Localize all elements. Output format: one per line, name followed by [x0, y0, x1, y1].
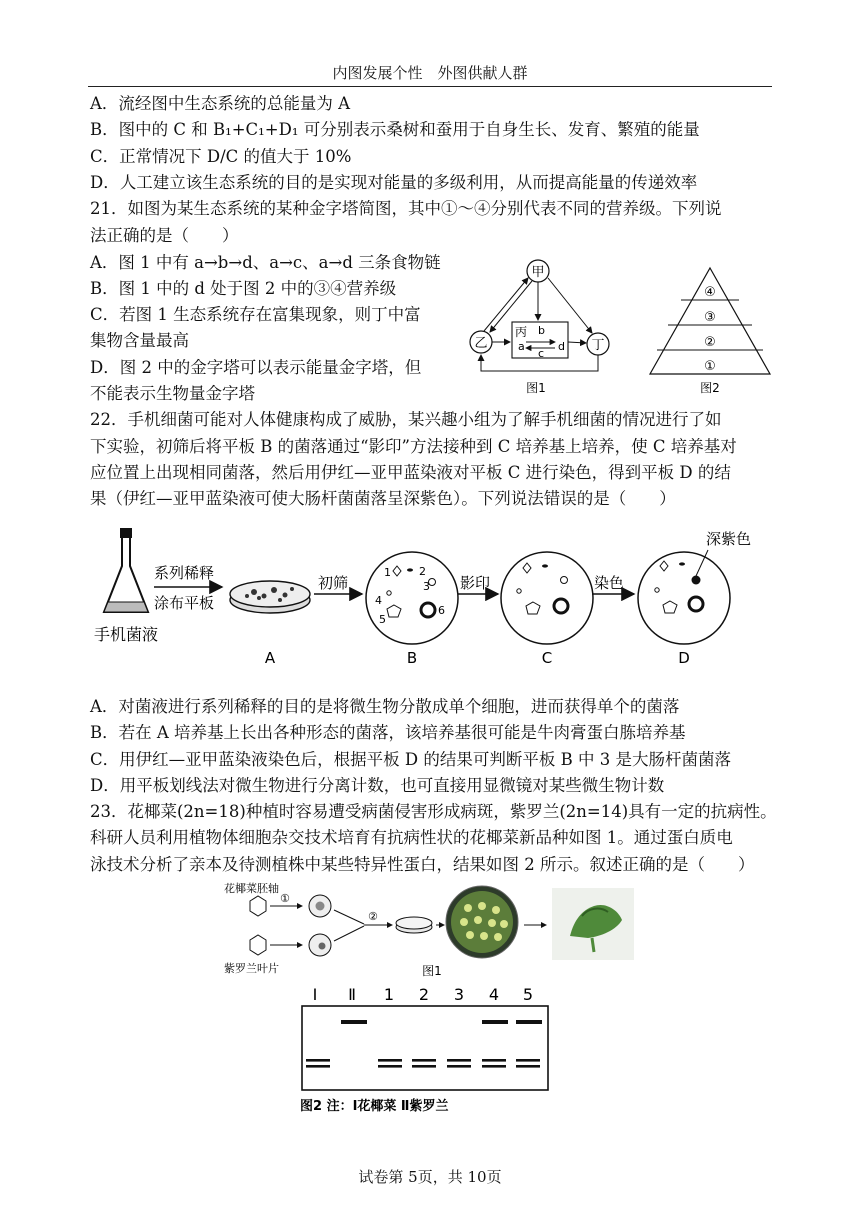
- lower-bands: [306, 1059, 540, 1068]
- q20-option-d: D．人工建立该生态系统的目的是实现对能量的多级利用，从而提高能量的传递效率: [90, 173, 698, 192]
- plate-d: [638, 552, 730, 644]
- band-5-upper: [516, 1020, 542, 1024]
- q23-stem-line1: 23．花椰菜(2n=18)种植时容易遭受病菌侵害形成病斑，紫罗兰(2n=14)具有一定的抗病性。: [90, 802, 777, 821]
- lane-label-I: Ⅰ: [312, 985, 318, 1004]
- q22-experiment-figure: [92, 526, 772, 676]
- colony-number-6: 6: [438, 604, 445, 617]
- plate-d-label: D: [678, 649, 690, 667]
- q22-option-d: D．用平板划线法对微生物进行分离计数，也可直接用显微镜对某些微生物计数: [90, 776, 665, 795]
- lane-label-4: 4: [488, 985, 500, 1004]
- q21-option-b: B．图 1 中的 d 处于图 2 中的③④营养级: [90, 279, 397, 298]
- q21-option-c-line1: C．若图 1 生态系统存在富集现象，则丁中富: [90, 305, 421, 324]
- plantlet-photo: [552, 888, 634, 960]
- q22-stem-line3: 应位置上出现相同菌落，然后用伊红—亚甲蓝染液对平板 C 进行染色，得到平板 D 的结: [90, 463, 731, 482]
- callus-dish-photo: [446, 886, 518, 958]
- colony-number-2: 2: [419, 565, 426, 578]
- plate-a: [230, 581, 310, 613]
- colony-number-1: 1: [384, 566, 391, 579]
- q21-option-d-line2: 不能表示生物量金字塔: [90, 384, 255, 403]
- q22-option-b: B．若在 A 培养基上长出各种形态的菌落，该培养基很可能是牛肉膏蛋白胨培养基: [90, 723, 686, 742]
- plate-c-label: C: [541, 649, 553, 667]
- q21-figure1-food-web: [462, 256, 634, 398]
- lane-label-3: 3: [453, 985, 465, 1004]
- step-spread-label: 涂布平板: [154, 594, 215, 612]
- figure2-caption: 图2: [700, 381, 720, 395]
- q21-stem-line2: 法正确的是（ ）: [90, 226, 239, 245]
- q22-stem-line1: 22．手机细菌可能对人体健康构成了威胁，某兴趣小组为了解手机细菌的情况进行了如: [90, 410, 722, 429]
- lane-label-5: 5: [522, 985, 534, 1004]
- label-yi: 乙: [474, 336, 488, 351]
- label-d: d: [558, 340, 565, 353]
- label-c: c: [538, 347, 545, 360]
- q20-option-b: B．图中的 C 和 B₁+C₁+D₁ 可分别表示桑树和蚕用于自身生长、发育、繁殖的能量: [90, 120, 700, 139]
- label-b: b: [538, 324, 545, 337]
- lane-label-2: 2: [418, 985, 430, 1004]
- pyramid-level-3: ③: [704, 310, 716, 325]
- q22-option-a: A．对菌液进行系列稀释的目的是将微生物分散成单个细胞，进而获得单个的菌落: [90, 697, 680, 716]
- q20-option-c: C．正常情况下 D/C 的值大于 10%: [90, 147, 352, 166]
- q23-figure2-caption: 图2 注：Ⅰ花椰菜 Ⅱ紫罗兰: [300, 1099, 449, 1114]
- q21-stem-line1: 21．如图为某生态系统的某种金字塔简图，其中①～④分别代表不同的营养级。下列说: [90, 199, 722, 218]
- figure1-caption: 图1: [526, 381, 546, 395]
- q23-figure2-electrophoresis: [298, 984, 558, 1118]
- gel-frame: [302, 1006, 548, 1090]
- step-dilute-label: 系列稀释: [154, 564, 215, 582]
- plate-a-label: A: [264, 649, 276, 667]
- label-a: a: [518, 340, 525, 353]
- band-4-upper: [482, 1020, 508, 1024]
- flask-label: 手机菌液: [94, 625, 159, 644]
- colony-number-5: 5: [379, 613, 386, 626]
- pyramid-level-2: ②: [704, 335, 716, 350]
- violet-label: 紫罗兰叶片: [224, 962, 279, 975]
- label-ding: 丁: [591, 338, 605, 353]
- q21-figure2-pyramid: [646, 266, 774, 398]
- step-screen-label: 初筛: [318, 574, 349, 592]
- colony-number-4: 4: [375, 594, 382, 607]
- q23-stem-line2: 科研人员利用植物体细胞杂交技术培育有抗病性状的花椰菜新品种如图 1。通过蛋白质电: [90, 828, 733, 847]
- q22-stem-line2: 下实验，初筛后将平板 B 的菌落通过“影印”方法接种到 C 培养基上培养，使 C 培养基对: [90, 437, 737, 456]
- q21-option-a: A．图 1 中有 a→b→d、a→c、a→d 三条食物链: [90, 253, 441, 272]
- colony-number-3: 3: [423, 580, 430, 593]
- cauliflower-label: 花椰菜胚轴: [224, 882, 279, 895]
- q22-stem-line4: 果（伊红—亚甲蓝染液可使大肠杆菌菌落呈深紫色）。下列说法错误的是（ ）: [90, 489, 676, 508]
- plate-b-label: B: [406, 649, 418, 667]
- flask-icon: [104, 528, 148, 612]
- page-footer: 试卷第 5页，共 10页: [358, 1168, 502, 1186]
- lane-label-1: 1: [383, 985, 395, 1004]
- step-stain-label: 染色: [594, 574, 625, 592]
- q23-stem-line3: 泳技术分析了亲本及待测植株中某些特异性蛋白，结果如图 2 所示。叙述正确的是（ ）: [90, 855, 755, 874]
- pyramid-level-4: ④: [704, 285, 716, 300]
- band-II-upper: [341, 1020, 367, 1024]
- step-2-label: ②: [368, 910, 378, 923]
- plate-b: [366, 552, 458, 644]
- q21-option-d-line1: D．图 2 中的金字塔可以表示能量金字塔，但: [90, 358, 422, 377]
- label-jia: 甲: [531, 265, 545, 280]
- plate-c: [501, 552, 593, 644]
- header-rule: [88, 86, 772, 87]
- dark-purple-label: 深紫色: [706, 530, 752, 548]
- label-bing: 丙: [515, 325, 528, 339]
- q23-figure1-caption: 图1: [422, 964, 442, 978]
- page-header: 内图发展个性 外图供献人群: [332, 64, 528, 82]
- step-1-label: ①: [280, 892, 290, 905]
- q20-option-a: A．流经图中生态系统的总能量为 A: [90, 94, 351, 113]
- q21-option-c-line2: 集物含量最高: [90, 331, 189, 350]
- lane-label-II: Ⅱ: [348, 985, 356, 1004]
- pyramid-level-1: ①: [704, 359, 716, 374]
- step-replica-label: 影印: [460, 574, 491, 592]
- q22-option-c: C．用伊红—亚甲蓝染液染色后，根据平板 D 的结果可判断平板 B 中 3 是大肠杆菌菌落: [90, 750, 731, 769]
- q23-figure1-hybridization: [222, 880, 642, 978]
